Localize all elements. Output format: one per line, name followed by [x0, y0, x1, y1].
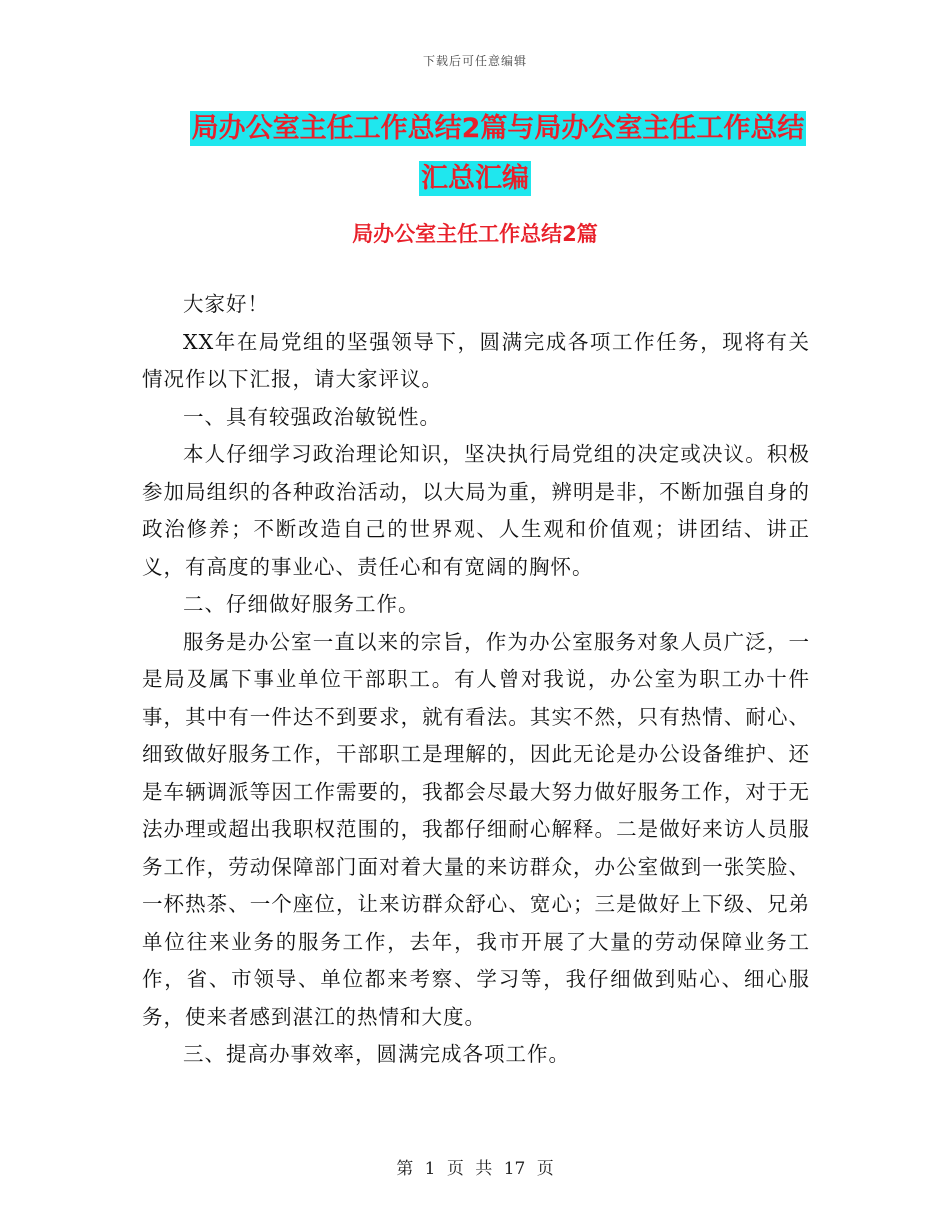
section-title: 局办公室主任工作总结2篇 [352, 222, 598, 246]
heading-point-3: 三、提高办事效率，圆满完成各项工作。 [183, 1042, 570, 1066]
title-highlight-2: 汇总汇编 [421, 163, 529, 194]
header-note: 下载后可任意编辑 [422, 54, 527, 68]
heading-point-1: 一、具有较强政治敏锐性。 [183, 404, 441, 429]
document-title-line-1 [0, 104, 950, 154]
paragraph-greeting: 大家好！ [183, 292, 269, 316]
paragraph-point-2: 服务是办公室一直以来的宗旨，作为办公室服务对象人员广泛，一是局及属下事业单位干部职工。有人曾对我说，办公室为职工办十件事，其中有一件达不到要求，就有看法。其实不然，只有热情、耐心、细致做好服务工作，干部职工是理解的，因此无论是办公设备维护、还是车辆调派等因工作需要的，我都会尽最大努力做好服务工作，对于无法办理或超出我职权范围的，我都仔细耐心解释。二是做好来访人员服务工作，劳动保障部门面对着大量的来访群众，办公室做到一张笑脸、一杯热茶、一个座位，让来访群众舒心、宽心；三是做好上下级、兄弟单位往来业务的服务工作，去年，我市开展了大量的劳动保障业务工作，省、市领导、单位都来考察、学习等，我仔细做到贴心、细心服务，使来者感到湛江的热情和大度。 [142, 629, 810, 1029]
title-highlight-1: 局办公室主任工作总结2篇与局办公室主任工作总结 [191, 113, 805, 144]
document-title-line-2 [0, 154, 950, 204]
paragraph-point-1: 本人仔细学习政治理论知识，坚决执行局党组的决定或决议。积极参加局组织的各种政治活动，以大局为重，辨明是非，不断加强自身的政治修养；不断改造自己的世界观、人生观和价值观；讲团结、讲正义，有高度的事业心、责任心和有宽阔的胸怀。 [142, 442, 810, 579]
document-body [142, 286, 810, 1074]
page-number: 第 1 页 共 17 页 [396, 1159, 554, 1179]
document-title [0, 104, 950, 204]
heading-point-2: 二、仔细做好服务工作。 [183, 592, 420, 616]
paragraph-intro: XX年在局党组的坚强领导下，圆满完成各项工作任务，现将有关情况作以下汇报，请大家评议。 [142, 329, 810, 391]
